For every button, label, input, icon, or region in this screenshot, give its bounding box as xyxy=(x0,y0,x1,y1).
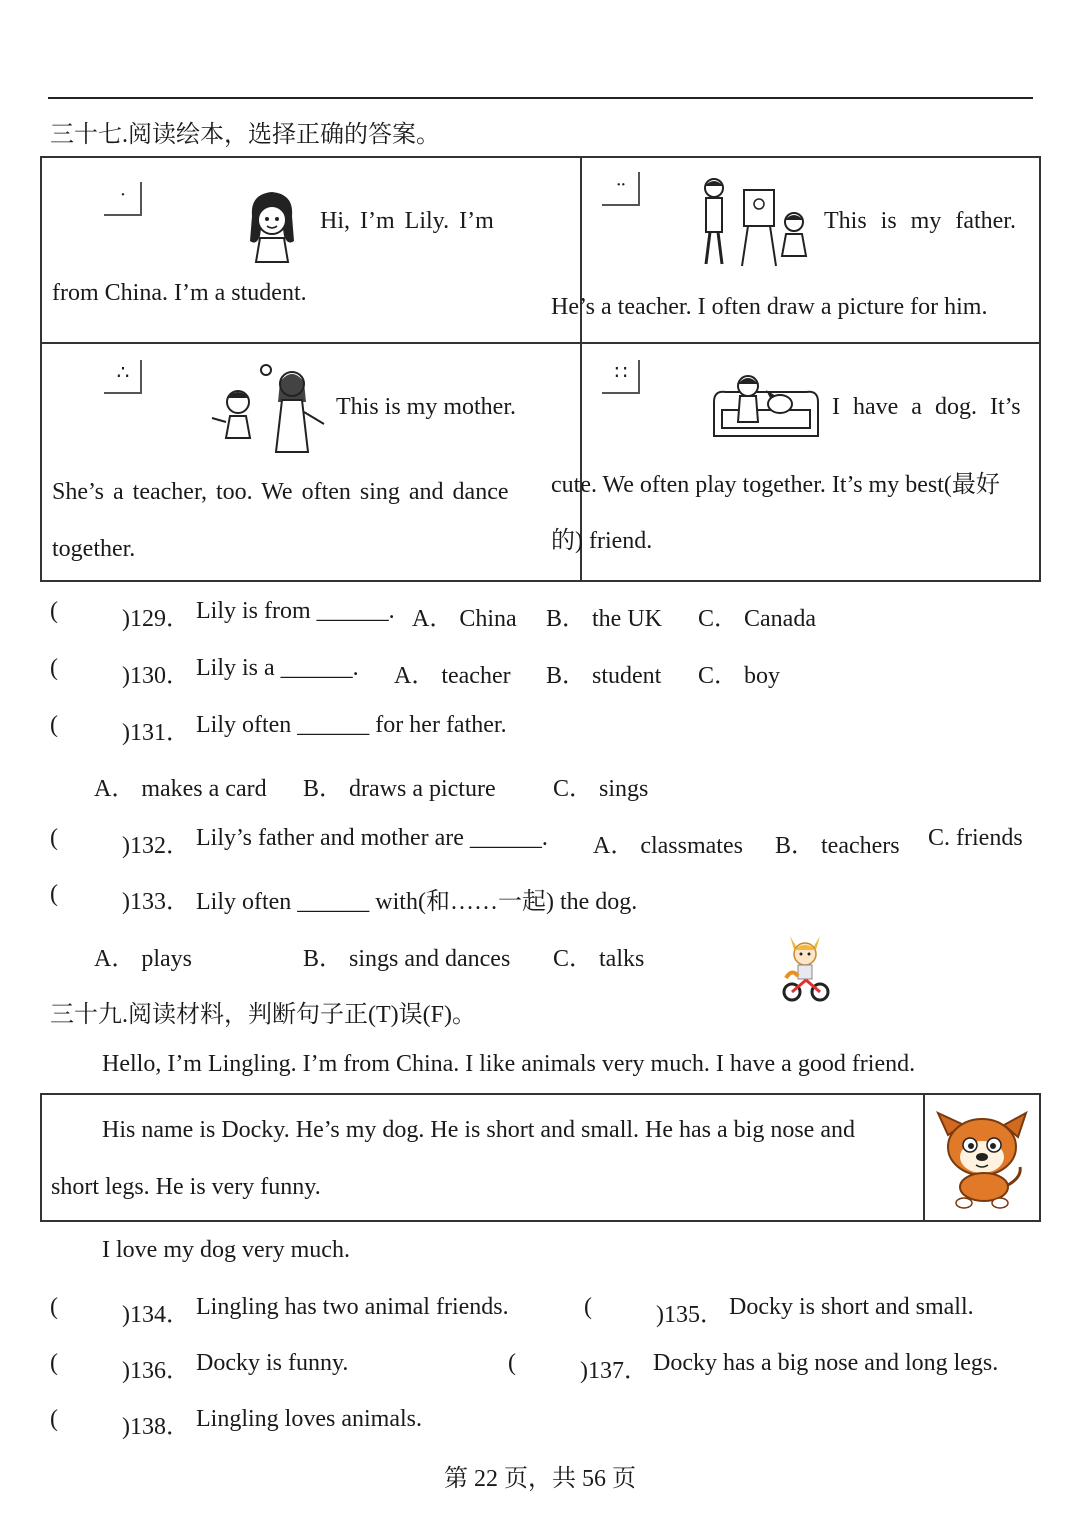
girl-lily-icon xyxy=(242,186,302,266)
question-text: Docky has a big nose and long legs. xyxy=(653,1350,999,1376)
question-text: Docky is funny. xyxy=(196,1350,349,1376)
docky-box-divider xyxy=(923,1095,925,1220)
panel-3-marker: ∴ xyxy=(104,360,142,394)
grid-divider-horizontal xyxy=(42,342,1039,344)
option-c[interactable]: C． boy xyxy=(698,663,781,689)
section-39-title: 三十九.阅读材料，判断句子正(T)误(F)。 xyxy=(50,1002,476,1028)
docky-passage-box xyxy=(40,1093,1041,1222)
question-number: )136． xyxy=(122,1358,190,1384)
answer-paren-137[interactable]: ( xyxy=(508,1350,516,1376)
panel-1-line-1: Hi, I’m Lily. I’m xyxy=(320,208,494,234)
grid-divider-vertical xyxy=(580,158,582,580)
option-c[interactable]: C． Canada xyxy=(698,606,816,632)
question-number: )134． xyxy=(122,1302,190,1328)
question-stem: Lily is a ______. xyxy=(196,655,359,681)
panel-2-marker: ·· xyxy=(602,172,640,206)
cartoon-girl-bike-icon xyxy=(778,928,832,1004)
answer-paren-138[interactable]: ( xyxy=(50,1406,58,1432)
question-text: Lingling loves animals. xyxy=(196,1406,422,1432)
option-b[interactable]: B． teachers xyxy=(775,833,900,859)
page-footer: 第 22 页，共 56 页 xyxy=(444,1466,636,1492)
option-c[interactable]: C. friends xyxy=(928,825,1023,851)
answer-paren-130[interactable]: ( xyxy=(50,655,58,681)
option-c[interactable]: C． sings xyxy=(553,776,649,802)
option-a[interactable]: A． plays xyxy=(94,946,192,972)
question-stem: Lily’s father and mother are ______. xyxy=(196,825,548,851)
question-number: )130． xyxy=(122,663,190,689)
option-b[interactable]: B． sings and dances xyxy=(303,946,511,972)
option-a[interactable]: A． China xyxy=(412,606,517,632)
cartoon-dog-icon xyxy=(934,1107,1030,1211)
panel-3-line-2: She’s a teacher, too. We often sing and dance xyxy=(52,479,509,505)
docky-line-2: short legs. He is very funny. xyxy=(51,1174,321,1200)
question-number: )135． xyxy=(656,1302,724,1328)
section-37-title: 三十七.阅读绘本，选择正确的答案。 xyxy=(50,122,440,148)
answer-paren-136[interactable]: ( xyxy=(50,1350,58,1376)
question-stem: Lily often ______ with(和……一起) the dog. xyxy=(196,889,638,915)
question-number: )137． xyxy=(580,1358,648,1384)
picture-book-grid xyxy=(40,156,1041,582)
answer-paren-131[interactable]: ( xyxy=(50,712,58,738)
panel-2-line-1: This is my father. xyxy=(824,208,1016,234)
panel-2-line-2: He’s a teacher. I often draw a picture for him. xyxy=(551,294,988,320)
panel-1-marker: · xyxy=(104,182,142,216)
question-number: )129． xyxy=(122,606,190,632)
option-a[interactable]: A． makes a card xyxy=(94,776,267,802)
section-39-intro: Hello, I’m Lingling. I’m from China. I like animals very much. I have a good friend. xyxy=(102,1051,916,1077)
option-b[interactable]: B． student xyxy=(546,663,662,689)
option-a[interactable]: A． teacher xyxy=(394,663,511,689)
section-39-outro: I love my dog very much. xyxy=(102,1237,350,1263)
option-a[interactable]: A． classmates xyxy=(593,833,743,859)
docky-line-1: His name is Docky. He’s my dog. He is short and small. He has a big nose and xyxy=(102,1117,855,1143)
question-number: )132． xyxy=(122,833,190,859)
mother-singing-icon xyxy=(208,362,328,458)
question-number: )133． xyxy=(122,889,190,915)
answer-paren-129[interactable]: ( xyxy=(50,598,58,624)
option-b[interactable]: B． the UK xyxy=(546,606,662,632)
answer-paren-133[interactable]: ( xyxy=(50,881,58,907)
option-c[interactable]: C． talks xyxy=(553,946,645,972)
father-painting-icon xyxy=(696,176,816,270)
panel-4-line-1: I have a dog. It’s xyxy=(832,394,1021,420)
option-b[interactable]: B． draws a picture xyxy=(303,776,496,802)
girl-with-dog-sofa-icon xyxy=(708,366,824,442)
panel-3-line-3: together. xyxy=(52,536,136,562)
panel-4-marker: ∷ xyxy=(602,360,640,394)
question-text: Lingling has two animal friends. xyxy=(196,1294,509,1320)
top-rule xyxy=(48,97,1033,99)
question-stem: Lily is from ______. xyxy=(196,598,395,624)
panel-4-line-2: cute. We often play together. It’s my best(最好 xyxy=(551,472,1000,498)
answer-paren-132[interactable]: ( xyxy=(50,825,58,851)
panel-4-line-3: 的) friend. xyxy=(551,528,653,554)
answer-paren-135[interactable]: ( xyxy=(584,1294,592,1320)
panel-3-line-1: This is my mother. xyxy=(336,394,516,420)
question-number: )131． xyxy=(122,720,190,746)
answer-paren-134[interactable]: ( xyxy=(50,1294,58,1320)
panel-1-line-2: from China. I’m a student. xyxy=(52,280,307,306)
question-text: Docky is short and small. xyxy=(729,1294,974,1320)
question-stem: Lily often ______ for her father. xyxy=(196,712,507,738)
question-number: )138． xyxy=(122,1414,190,1440)
